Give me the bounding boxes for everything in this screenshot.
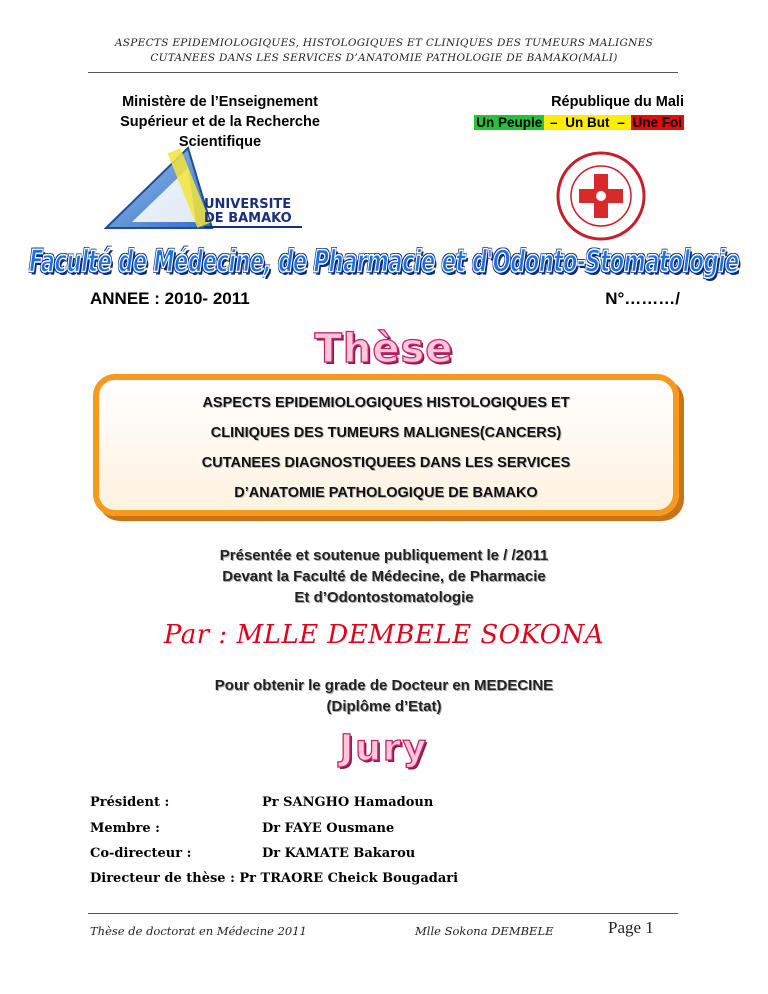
running-header-line1: ASPECTS EPIDEMIOLOGIQUES, HISTOLOGIQUES ET CLINIQUES DES TUMEURS MALIGNES	[114, 37, 654, 49]
republic-block	[420, 92, 684, 133]
presentation-line2: Devant la Faculté de Médecine, de Pharmacie	[222, 568, 546, 585]
motto-sep1: –	[546, 115, 562, 130]
jury-heading: Jury	[339, 728, 429, 769]
faculty-title: Faculté de Médecine, de Pharmacie et d'Odonto-Stomatologie	[29, 244, 739, 279]
footer-divider	[88, 913, 678, 914]
faculty-seal-logo	[555, 150, 647, 242]
presentation-line1: Présentée et soutenue publiquement le / /2011	[219, 547, 549, 564]
title-line3: CUTANEES DIAGNOSTIQUEES DANS LES SERVICES	[201, 455, 571, 471]
academic-year: ANNEE : 2010- 2011	[90, 289, 250, 308]
running-header	[0, 36, 768, 66]
thesis-number: N°………/	[605, 289, 680, 308]
running-header-line2: CUTANEES DANS LES SERVICES D’ANATOMIE PATHOLOGIE DE BAMAKO(MALI)	[150, 52, 618, 64]
jury-role: Président :	[90, 795, 170, 810]
author-name: Par : MLLE DEMBELE SOKONA	[163, 620, 605, 650]
grade-line1: Pour obtenir le grade de Docteur en MEDECINE	[214, 677, 554, 694]
motto-sep2: –	[613, 115, 629, 130]
presentation-line3: Et d’Odontostomatologie	[294, 589, 474, 606]
grade-block	[0, 675, 768, 717]
ministry-line3: Scientifique	[178, 134, 262, 150]
motto-part2: Un But	[565, 115, 610, 130]
jury-member-name: Dr KAMATE Bakarou	[262, 846, 416, 861]
footer-author: Mlle Sokona DEMBELE	[415, 924, 554, 938]
ministry-line1: Ministère de l’Enseignement	[122, 94, 318, 110]
thesis-title-box	[93, 374, 679, 516]
presentation-block	[0, 545, 768, 608]
these-heading: Thèse	[314, 326, 454, 372]
jury-role: Membre :	[90, 821, 160, 836]
header-divider	[88, 72, 678, 73]
university-logo-line2: DE BAMAKO	[204, 211, 292, 226]
title-line2: CLINIQUES DES TUMEURS MALIGNES(CANCERS)	[210, 425, 562, 441]
university-logo	[96, 142, 326, 240]
motto-part3: Une Foi	[632, 115, 682, 130]
jury-member-name: Dr FAYE Ousmane	[262, 821, 395, 836]
ministry-line2: Supérieur et de la Recherche	[120, 114, 320, 130]
title-line4: D’ANATOMIE PATHOLOGIQUE DE BAMAKO	[234, 485, 538, 501]
jury-role: Co-directeur :	[90, 846, 192, 861]
national-motto	[474, 114, 684, 131]
republic-name: République du Mali	[551, 94, 684, 110]
footer-left: Thèse de doctorat en Médecine 2011	[90, 924, 307, 938]
jury-member-name: Pr SANGHO Hamadoun	[262, 795, 434, 810]
page-number: Page 1	[608, 918, 654, 937]
university-logo-line1: UNIVERSITE	[204, 197, 292, 212]
thesis-director: Directeur de thèse : Pr TRAORE Cheick Bougadari	[90, 871, 459, 886]
title-line1: ASPECTS EPIDEMIOLOGIQUES HISTOLOGIQUES ET	[202, 395, 570, 411]
motto-part1: Un Peuple	[476, 115, 543, 130]
grade-line2: (Diplôme d’Etat)	[326, 698, 442, 715]
